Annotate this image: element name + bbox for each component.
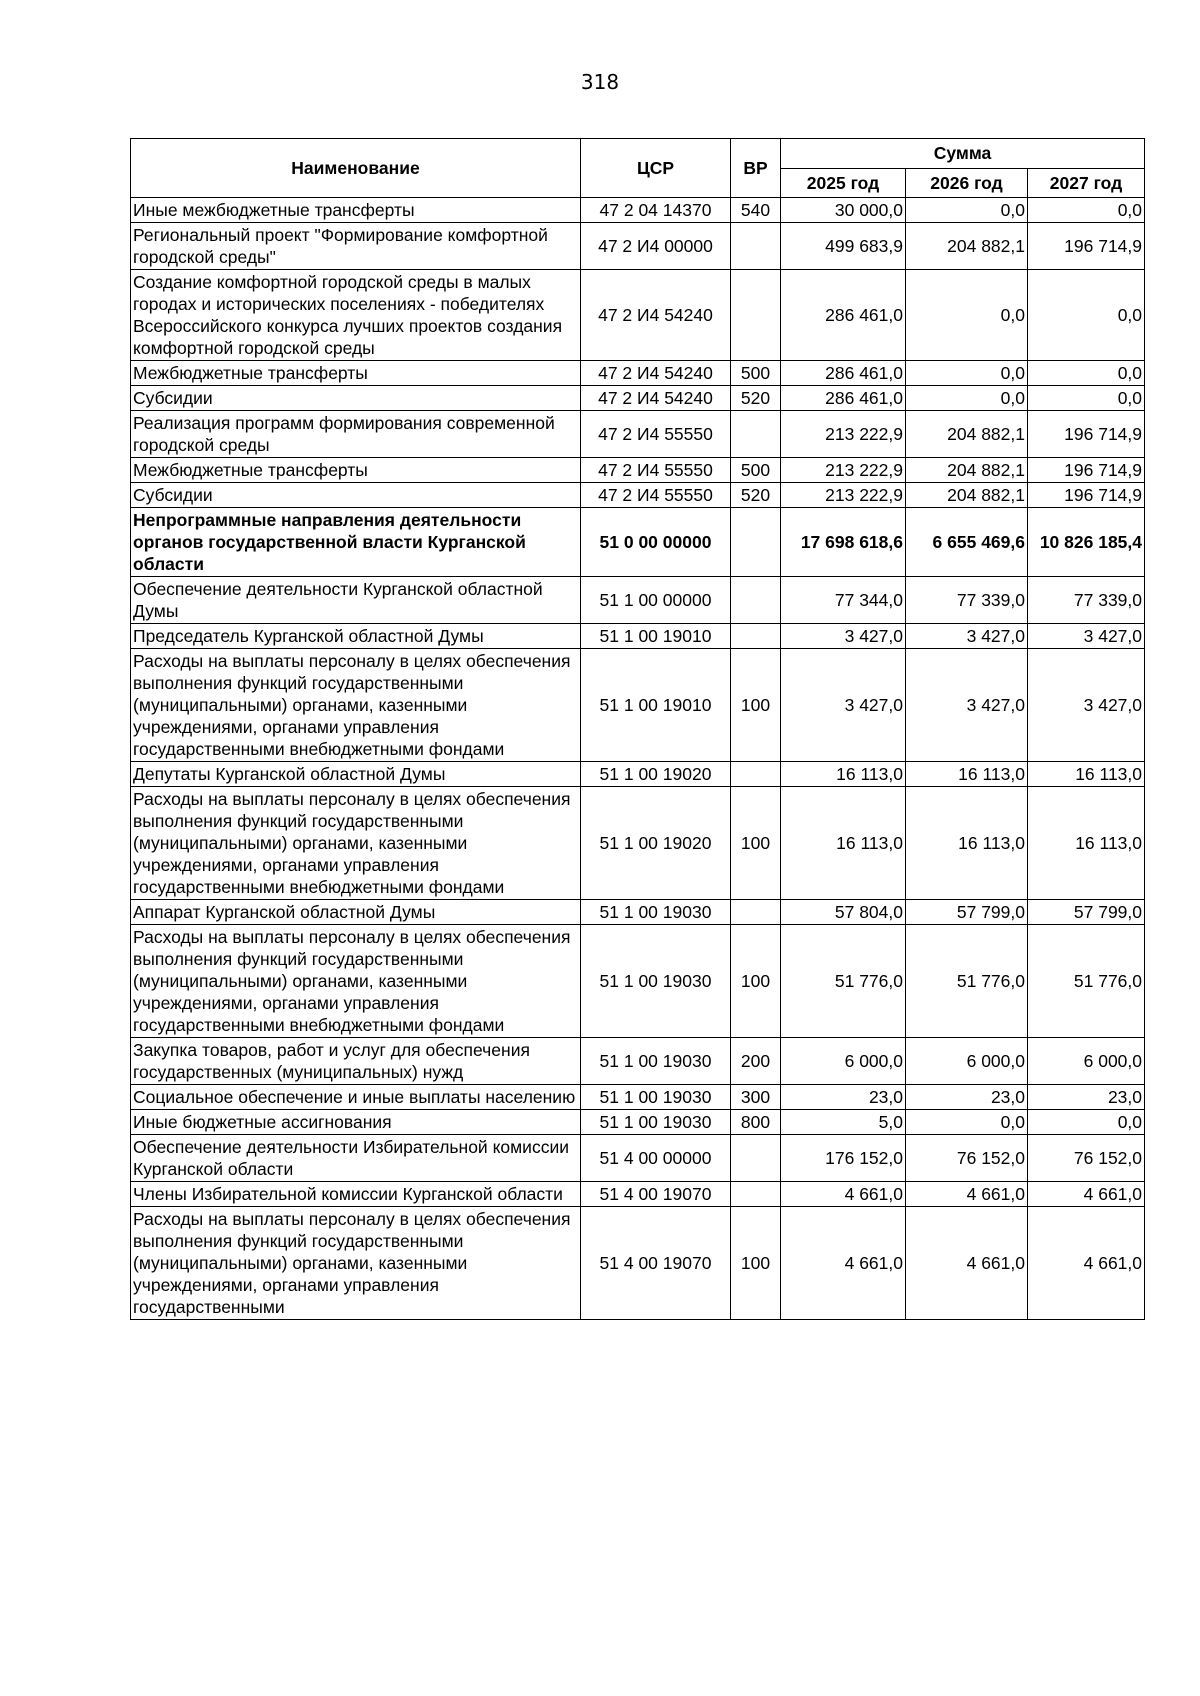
cell-2026: 3 427,0 [906,624,1028,649]
cell-2025: 499 683,9 [781,223,906,270]
cell-2026: 51 776,0 [906,925,1028,1038]
cell-2026: 204 882,1 [906,458,1028,483]
cell-vr: 300 [731,1085,781,1110]
table-row [131,624,1145,649]
cell-csr: 47 2 И4 55550 [581,458,731,483]
cell-vr: 200 [731,1038,781,1085]
header-year-2027: 2027 год [1028,168,1145,198]
cell-vr [731,508,781,577]
cell-2027: 77 339,0 [1028,577,1145,624]
cell-2027: 4 661,0 [1028,1182,1145,1207]
cell-2025: 4 661,0 [781,1207,906,1320]
cell-csr: 51 4 00 00000 [581,1135,731,1182]
cell-2025: 286 461,0 [781,270,906,361]
cell-2025: 6 000,0 [781,1038,906,1085]
cell-vr [731,270,781,361]
table-row [131,508,1145,577]
cell-csr: 51 1 00 19010 [581,624,731,649]
cell-2027: 23,0 [1028,1085,1145,1110]
cell-2026: 204 882,1 [906,483,1028,508]
cell-vr: 100 [731,1207,781,1320]
cell-vr [731,1135,781,1182]
cell-2025: 176 152,0 [781,1135,906,1182]
cell-2026: 6 655 469,6 [906,508,1028,577]
table-row [131,198,1145,223]
cell-name: Расходы на выплаты персоналу в целях обеспечения выполнения функций государственными (муниципальными) органами, казенными учреждениями, органами управления государственными внебюджетными фондами [131,649,581,762]
cell-csr: 47 2 И4 55550 [581,411,731,458]
table-header [131,139,1145,198]
cell-vr: 800 [731,1110,781,1135]
cell-csr: 47 2 И4 55550 [581,483,731,508]
cell-name: Субсидии [131,386,581,411]
cell-2027: 10 826 185,4 [1028,508,1145,577]
cell-2027: 196 714,9 [1028,223,1145,270]
cell-2026: 0,0 [906,270,1028,361]
cell-2025: 3 427,0 [781,649,906,762]
cell-csr: 51 1 00 19030 [581,1038,731,1085]
cell-2025: 5,0 [781,1110,906,1135]
cell-vr: 100 [731,649,781,762]
page-number: 318 [580,70,620,94]
cell-2026: 76 152,0 [906,1135,1028,1182]
table-row [131,787,1145,900]
cell-2027: 0,0 [1028,1110,1145,1135]
cell-vr: 520 [731,386,781,411]
cell-2027: 0,0 [1028,361,1145,386]
cell-csr: 51 0 00 00000 [581,508,731,577]
cell-2025: 57 804,0 [781,900,906,925]
table-row [131,1207,1145,1320]
cell-2026: 0,0 [906,361,1028,386]
table-row [131,361,1145,386]
cell-2025: 213 222,9 [781,483,906,508]
cell-name: Иные межбюджетные трансферты [131,198,581,223]
cell-2027: 0,0 [1028,198,1145,223]
cell-vr [731,1182,781,1207]
cell-name: Иные бюджетные ассигнования [131,1110,581,1135]
cell-2026: 0,0 [906,1110,1028,1135]
cell-name: Межбюджетные трансферты [131,361,581,386]
header-sum: Сумма [781,139,1145,169]
cell-2027: 196 714,9 [1028,411,1145,458]
cell-csr: 47 2 И4 54240 [581,270,731,361]
cell-csr: 51 4 00 19070 [581,1182,731,1207]
header-year-2026: 2026 год [906,168,1028,198]
cell-csr: 51 1 00 19030 [581,925,731,1038]
table-body [131,198,1145,1320]
cell-name: Аппарат Курганской областной Думы [131,900,581,925]
cell-csr: 47 2 И4 54240 [581,386,731,411]
cell-2025: 17 698 618,6 [781,508,906,577]
cell-2025: 286 461,0 [781,386,906,411]
cell-csr: 47 2 И4 00000 [581,223,731,270]
cell-2026: 204 882,1 [906,223,1028,270]
cell-csr: 51 1 00 00000 [581,577,731,624]
cell-csr: 51 1 00 19030 [581,900,731,925]
table-row [131,386,1145,411]
cell-vr [731,762,781,787]
cell-2025: 3 427,0 [781,624,906,649]
cell-2027: 51 776,0 [1028,925,1145,1038]
cell-csr: 47 2 И4 54240 [581,361,731,386]
cell-vr: 500 [731,458,781,483]
cell-2026: 16 113,0 [906,762,1028,787]
cell-2027: 6 000,0 [1028,1038,1145,1085]
cell-name: Непрограммные направления деятельности органов государственной власти Курганской области [131,508,581,577]
table-row [131,925,1145,1038]
cell-vr: 540 [731,198,781,223]
cell-2025: 30 000,0 [781,198,906,223]
cell-2027: 196 714,9 [1028,483,1145,508]
cell-vr [731,411,781,458]
table-row [131,411,1145,458]
table-row [131,762,1145,787]
cell-2026: 0,0 [906,198,1028,223]
cell-name: Межбюджетные трансферты [131,458,581,483]
cell-2026: 3 427,0 [906,649,1028,762]
cell-2026: 204 882,1 [906,411,1028,458]
table-row [131,577,1145,624]
cell-name: Расходы на выплаты персоналу в целях обеспечения выполнения функций государственными (муниципальными) органами, казенными учреждениями, органами управления государственными [131,1207,581,1320]
cell-vr [731,223,781,270]
cell-2026: 23,0 [906,1085,1028,1110]
table-row [131,483,1145,508]
cell-csr: 51 1 00 19030 [581,1110,731,1135]
cell-2026: 57 799,0 [906,900,1028,925]
cell-2025: 4 661,0 [781,1182,906,1207]
cell-name: Закупка товаров, работ и услуг для обеспечения государственных (муниципальных) нужд [131,1038,581,1085]
cell-2027: 0,0 [1028,386,1145,411]
cell-csr: 47 2 04 14370 [581,198,731,223]
cell-name: Обеспечение деятельности Курганской областной Думы [131,577,581,624]
cell-2027: 0,0 [1028,270,1145,361]
cell-2027: 3 427,0 [1028,624,1145,649]
cell-name: Председатель Курганской областной Думы [131,624,581,649]
cell-vr: 500 [731,361,781,386]
cell-2025: 77 344,0 [781,577,906,624]
table-row [131,1135,1145,1182]
cell-2026: 6 000,0 [906,1038,1028,1085]
cell-2025: 213 222,9 [781,458,906,483]
cell-csr: 51 1 00 19020 [581,787,731,900]
cell-vr: 520 [731,483,781,508]
cell-2026: 16 113,0 [906,787,1028,900]
cell-name: Социальное обеспечение и иные выплаты населению [131,1085,581,1110]
cell-vr [731,624,781,649]
cell-name: Создание комфортной городской среды в малых городах и исторических поселениях - победителях Всероссийского конкурса лучших проектов создания комфортной городской среды [131,270,581,361]
table-row [131,458,1145,483]
cell-2027: 3 427,0 [1028,649,1145,762]
cell-2025: 16 113,0 [781,787,906,900]
cell-2027: 16 113,0 [1028,787,1145,900]
cell-2027: 4 661,0 [1028,1207,1145,1320]
cell-vr: 100 [731,787,781,900]
cell-2026: 4 661,0 [906,1182,1028,1207]
cell-2026: 4 661,0 [906,1207,1028,1320]
cell-csr: 51 4 00 19070 [581,1207,731,1320]
header-name: Наименование [131,139,581,198]
cell-2027: 76 152,0 [1028,1135,1145,1182]
cell-2025: 16 113,0 [781,762,906,787]
cell-vr [731,900,781,925]
table-row [131,649,1145,762]
cell-name: Расходы на выплаты персоналу в целях обеспечения выполнения функций государственными (муниципальными) органами, казенными учреждениями, органами управления государственными внебюджетными фондами [131,787,581,900]
header-vr: ВР [731,139,781,198]
header-year-2025: 2025 год [781,168,906,198]
cell-name: Обеспечение деятельности Избирательной комиссии Курганской области [131,1135,581,1182]
cell-2027: 57 799,0 [1028,900,1145,925]
cell-csr: 51 1 00 19020 [581,762,731,787]
cell-2026: 0,0 [906,386,1028,411]
table-row [131,1182,1145,1207]
cell-name: Региональный проект "Формирование комфортной городской среды" [131,223,581,270]
cell-2025: 213 222,9 [781,411,906,458]
cell-2025: 23,0 [781,1085,906,1110]
table-row [131,223,1145,270]
budget-table [130,138,1145,1320]
cell-vr [731,577,781,624]
table-row [131,900,1145,925]
cell-2026: 77 339,0 [906,577,1028,624]
table-row [131,1110,1145,1135]
cell-2025: 51 776,0 [781,925,906,1038]
cell-name: Субсидии [131,483,581,508]
cell-name: Расходы на выплаты персоналу в целях обеспечения выполнения функций государственными (муниципальными) органами, казенными учреждениями, органами управления государственными внебюджетными фондами [131,925,581,1038]
cell-vr: 100 [731,925,781,1038]
cell-2025: 286 461,0 [781,361,906,386]
table-row [131,1085,1145,1110]
cell-name: Члены Избирательной комиссии Курганской области [131,1182,581,1207]
header-csr: ЦСР [581,139,731,198]
cell-name: Реализация программ формирования современной городской среды [131,411,581,458]
cell-csr: 51 1 00 19010 [581,649,731,762]
cell-2027: 16 113,0 [1028,762,1145,787]
cell-name: Депутаты Курганской областной Думы [131,762,581,787]
cell-csr: 51 1 00 19030 [581,1085,731,1110]
cell-2027: 196 714,9 [1028,458,1145,483]
table-row [131,1038,1145,1085]
table-row [131,270,1145,361]
